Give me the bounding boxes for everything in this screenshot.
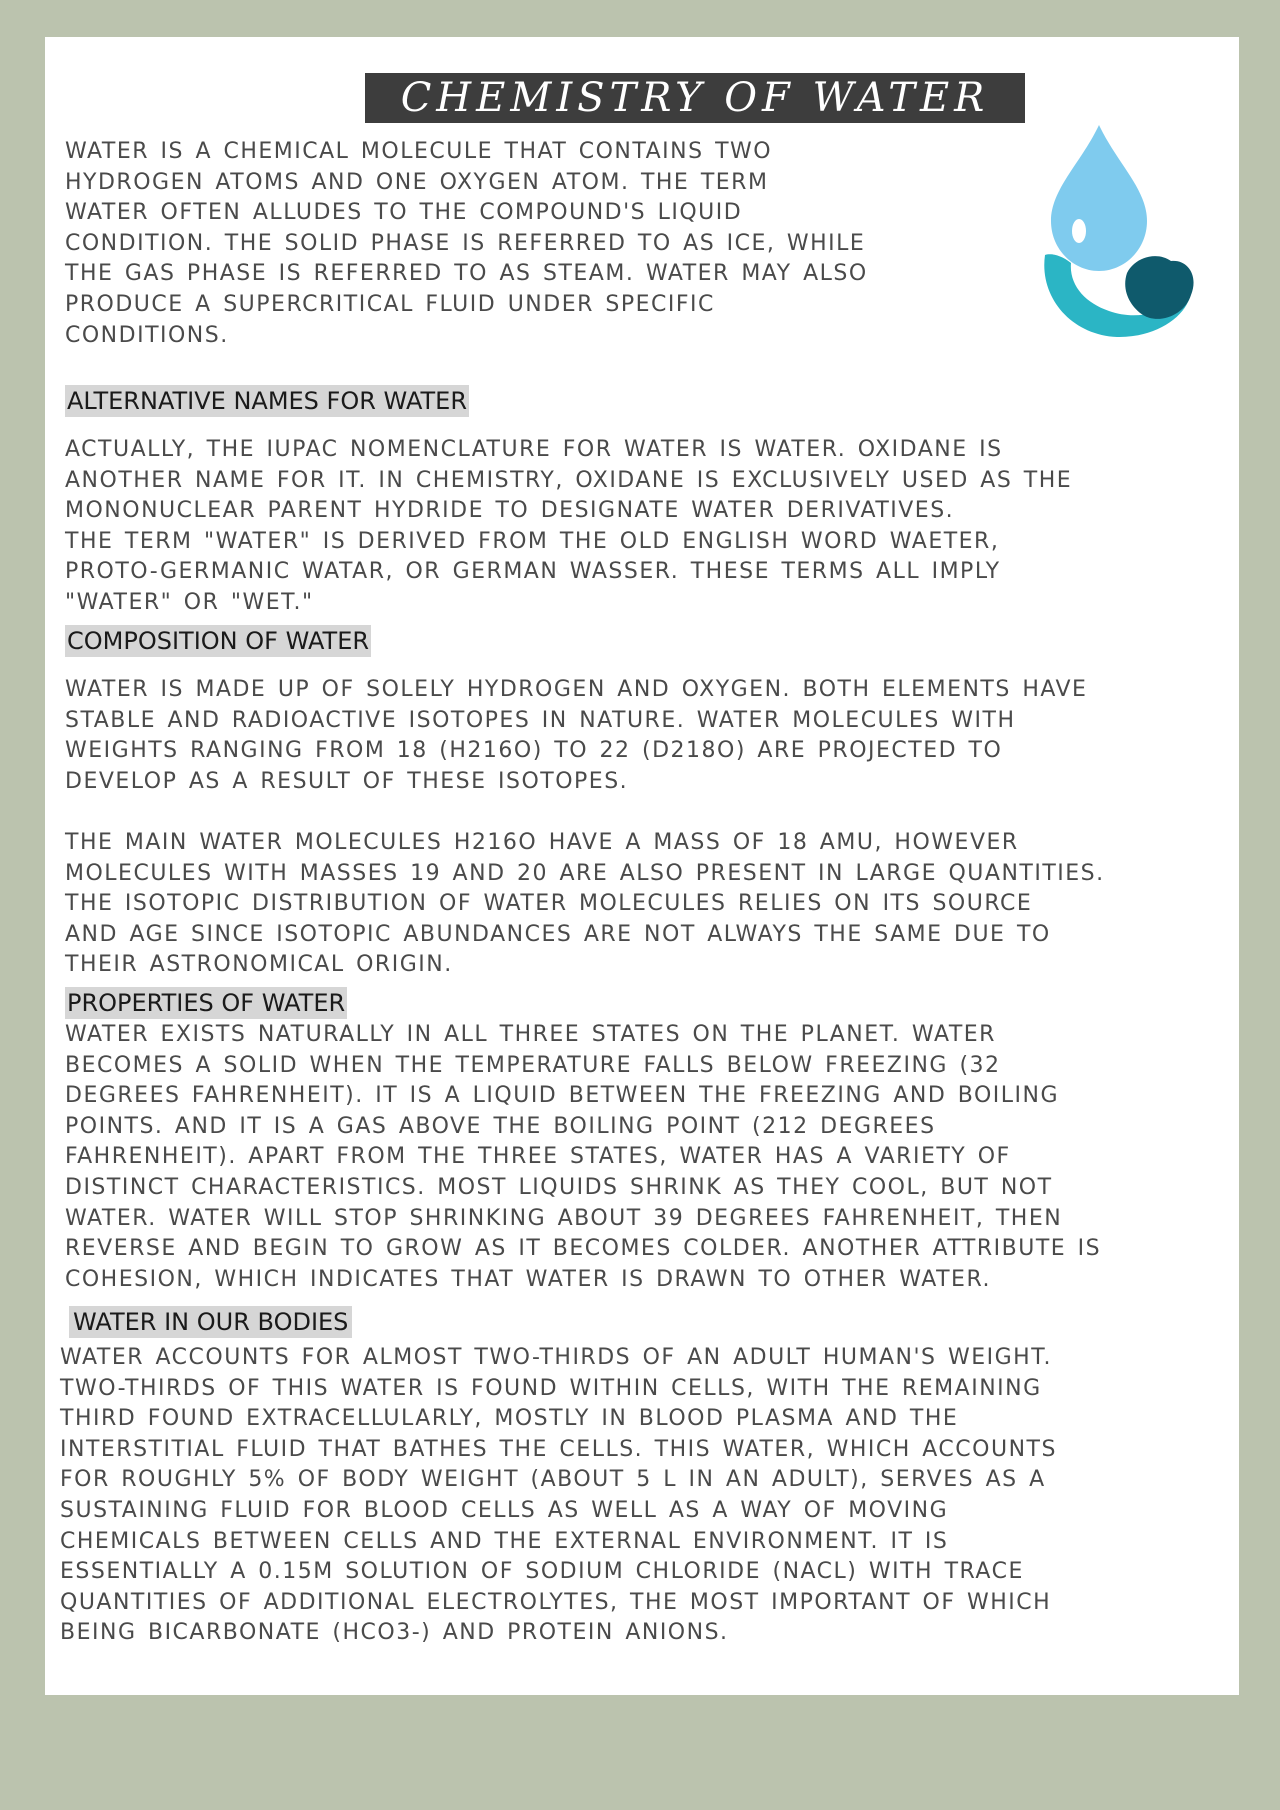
page-title: CHEMISTRY OF WATER (365, 73, 1025, 123)
heading-bodies: WATER IN OUR BODIES (69, 1306, 352, 1338)
properties-paragraph: WATER EXISTS NATURALLY IN ALL THREE STATES ON THE PLANET. WATER BECOMES A SOLID WHEN THE TEMPERATURE FALLS BELOW FREEZING (32 DEGREES FAHRENHEIT). IT IS A LIQUID BETWEEN THE FREEZING AND BOILING POINTS. AND IT IS A GAS ABOVE THE BOILING POINT (212 DEGREES FAHRENHEIT). APART FROM THE THREE STATES, WATER HAS A VARIETY OF DISTINCT CHARACTERISTICS. MOST LIQUIDS SHRINK AS THEY COOL, BUT NOT WATER. WATER WILL STOP SHRINKING ABOUT 39 DEGREES FAHRENHEIT, THEN REVERSE AND BEGIN TO GROW AS IT BECOMES COLDER. ANOTHER ATTRIBUTE IS COHESION, WHICH INDICATES THAT WATER IS DRAWN TO OTHER WATER. (65, 1022, 1102, 1292)
heading-composition: COMPOSITION OF WATER (67, 627, 370, 655)
document-page (45, 37, 1239, 1695)
composition-paragraph-1: WATER IS MADE UP OF SOLELY HYDROGEN AND OXYGEN. BOTH ELEMENTS HAVE STABLE AND RADIOACTIVE ISOTOPES IN NATURE. WATER MOLECULES WITH WEIGHTS RANGING FROM 18 (H216O) TO 22 (D218O) ARE PROJECTED TO DEVELOP AS A RESULT OF THESE ISOTOPES. (65, 677, 1088, 794)
composition-paragraph-2: THE MAIN WATER MOLECULES H216O HAVE A MASS OF 18 AMU, HOWEVER MOLECULES WITH MASSES 19 AND 20 ARE ALSO PRESENT IN LARGE QUANTITIES. THE ISOTOPIC DISTRIBUTION OF WATER MOLECULES RELIES ON ITS SOURCE AND AGE SINCE ISOTOPIC ABUNDANCES ARE NOT ALWAYS THE SAME DUE TO THEIR ASTRONOMICAL ORIGIN. (65, 830, 1105, 978)
heading-alternative-names: ALTERNATIVE NAMES FOR WATER (67, 387, 468, 415)
bodies-paragraph: WATER ACCOUNTS FOR ALMOST TWO-THIRDS OF AN ADULT HUMAN'S WEIGHT. TWO-THIRDS OF THIS WATER IS FOUND WITHIN CELLS, WITH THE REMAINING THIRD FOUND EXTRACELLULARLY, MOSTLY IN BLOOD PLASMA AND THE INTERSTITIAL FLUID THAT BATHES THE CELLS. THIS WATER, WHICH ACCOUNTS FOR ROUGHLY 5% OF BODY WEIGHT (ABOUT 5 L IN AN ADULT), SERVES AS A SUSTAINING FLUID FOR BLOOD CELLS AS WELL AS A WAY OF MOVING CHEMICALS BETWEEN CELLS AND THE EXTERNAL ENVIRONMENT. IT IS ESSENTIALLY A 0.15M SOLUTION OF SODIUM CHLORIDE (NACL) WITH TRACE QUANTITIES OF ADDITIONAL ELECTROLYTES, THE MOST IMPORTANT OF WHICH BEING BICARBONATE (HCO3-) AND PROTEIN ANIONS. (60, 1345, 1057, 1646)
alternative-names-paragraph: ACTUALLY, THE IUPAC NOMENCLATURE FOR WATER IS WATER. OXIDANE IS ANOTHER NAME FOR IT. IN CHEMISTRY, OXIDANE IS EXCLUSIVELY USED AS THE MONONUCLEAR PARENT HYDRIDE TO DESIGNATE WATER DERIVATIVES. THE TERM "WATER" IS DERIVED FROM THE OLD ENGLISH WORD WAETER, PROTO-GERMANIC WATAR, OR GERMAN WASSER. THESE TERMS ALL IMPLY "WATER" OR "WET." (65, 437, 1073, 615)
water-drop-in-hands-icon (1039, 125, 1199, 345)
intro-paragraph: WATER IS A CHEMICAL MOLECULE THAT CONTAINS TWO HYDROGEN ATOMS AND ONE OXYGEN ATOM. THE TERM WATER OFTEN ALLUDES TO THE COMPOUND'S LIQUID CONDITION. THE SOLID PHASE IS REFERRED TO AS ICE, WHILE THE GAS PHASE IS REFERRED TO AS STEAM. WATER MAY ALSO PRODUCE A SUPERCRITICAL FLUID UNDER SPECIFIC CONDITIONS. (65, 139, 868, 348)
heading-properties: PROPERTIES OF WATER (67, 989, 346, 1017)
